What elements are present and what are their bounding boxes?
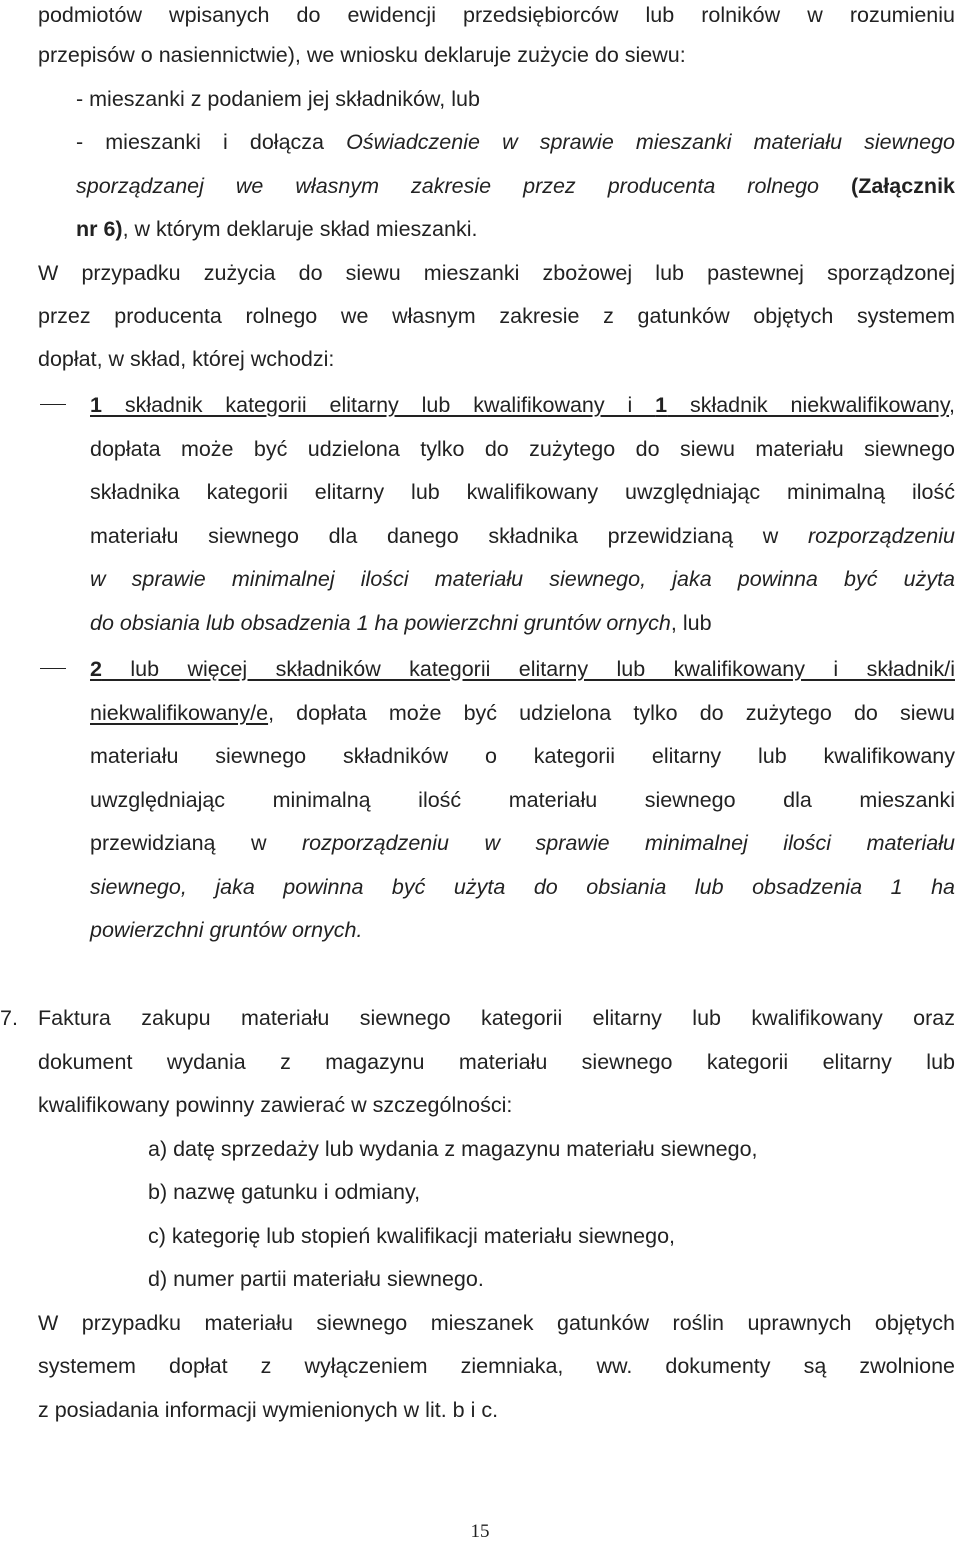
list-item: d) numer partii materiału siewnego.	[148, 1267, 484, 1291]
text-line: siewnego, jaka powinna być użyta do obsiania lub obsadzenia 1 ha	[90, 875, 955, 899]
text-line: podmiotów wpisanych do ewidencji przedsiębiorców lub rolników w rozumieniu	[38, 3, 955, 27]
text-line: niekwalifikowany/e, dopłata może być udzielona tylko do zużytego do siewu	[90, 701, 955, 725]
text-line: W przypadku zużycia do siewu mieszanki zbożowej lub pastewnej sporządzonej	[38, 261, 955, 285]
list-item: c) kategorię lub stopień kwalifikacji materiału siewnego,	[148, 1224, 676, 1248]
text-line: przez producenta rolnego we własnym zakresie z gatunków objętych systemem	[38, 304, 955, 328]
text-line: dokument wydania z magazynu materiału siewnego kategorii elitarny lub	[38, 1050, 955, 1074]
text-line: powierzchni gruntów ornych.	[90, 918, 363, 942]
text-line: w sprawie minimalnej ilości materiału siewnego, jaka powinna być użyta	[90, 567, 955, 591]
page-number: 15	[470, 1521, 490, 1542]
list-item: a) datę sprzedaży lub wydania z magazynu materiału siewnego,	[148, 1137, 758, 1161]
text-line: 2 lub więcej składników kategorii elitarny lub kwalifikowany i składnik/i	[90, 657, 955, 681]
text-line: W przypadku materiału siewnego mieszanek gatunków roślin uprawnych objętych	[38, 1311, 955, 1335]
text-line: nr 6), w którym deklaruje skład mieszanki.	[76, 217, 478, 241]
text-line: dopłata może być udzielona tylko do zużytego do siewu materiału siewnego	[90, 437, 955, 461]
text-line: dopłat, w skład, której wchodzi:	[38, 347, 335, 371]
text-line: z posiadania informacji wymienionych w lit. b i c.	[38, 1398, 499, 1422]
text-line: systemem dopłat z wyłączeniem ziemniaka, ww. dokumenty są zwolnione	[38, 1354, 955, 1378]
dash-bullet	[40, 668, 66, 669]
dash-bullet	[40, 404, 66, 405]
list-number: 7.	[0, 1006, 18, 1030]
text-line: kwalifikowany powinny zawierać w szczególności:	[38, 1093, 513, 1117]
text-line: materiału siewnego składników o kategorii elitarny lub kwalifikowany	[90, 744, 955, 768]
text-line: 1 składnik kategorii elitarny lub kwalifikowany i 1 składnik niekwalifikowany,	[90, 393, 955, 417]
text-line: materiału siewnego dla danego składnika przewidzianą w rozporządzeniu	[90, 524, 955, 548]
text-line: Faktura zakupu materiału siewnego kategorii elitarny lub kwalifikowany oraz	[38, 1006, 955, 1030]
text-line: uwzględniając minimalną ilość materiału siewnego dla mieszanki	[90, 788, 955, 812]
text-line: przewidzianą w rozporządzeniu w sprawie minimalnej ilości materiału	[90, 831, 955, 855]
text-line: - mieszanki z podaniem jej składników, lub	[76, 87, 480, 111]
text-line: - mieszanki i dołącza Oświadczenie w sprawie mieszanki materiału siewnego	[76, 130, 955, 154]
list-item: b) nazwę gatunku i odmiany,	[148, 1180, 421, 1204]
text-line: przepisów o nasiennictwie), we wniosku deklaruje zużycie do siewu:	[38, 43, 686, 67]
text-line: składnika kategorii elitarny lub kwalifikowany uwzględniając minimalną ilość	[90, 480, 955, 504]
text-line: do obsiania lub obsadzenia 1 ha powierzchni gruntów ornych, lub	[90, 611, 712, 635]
text-line: sporządzanej we własnym zakresie przez producenta rolnego (Załącznik	[76, 174, 955, 198]
